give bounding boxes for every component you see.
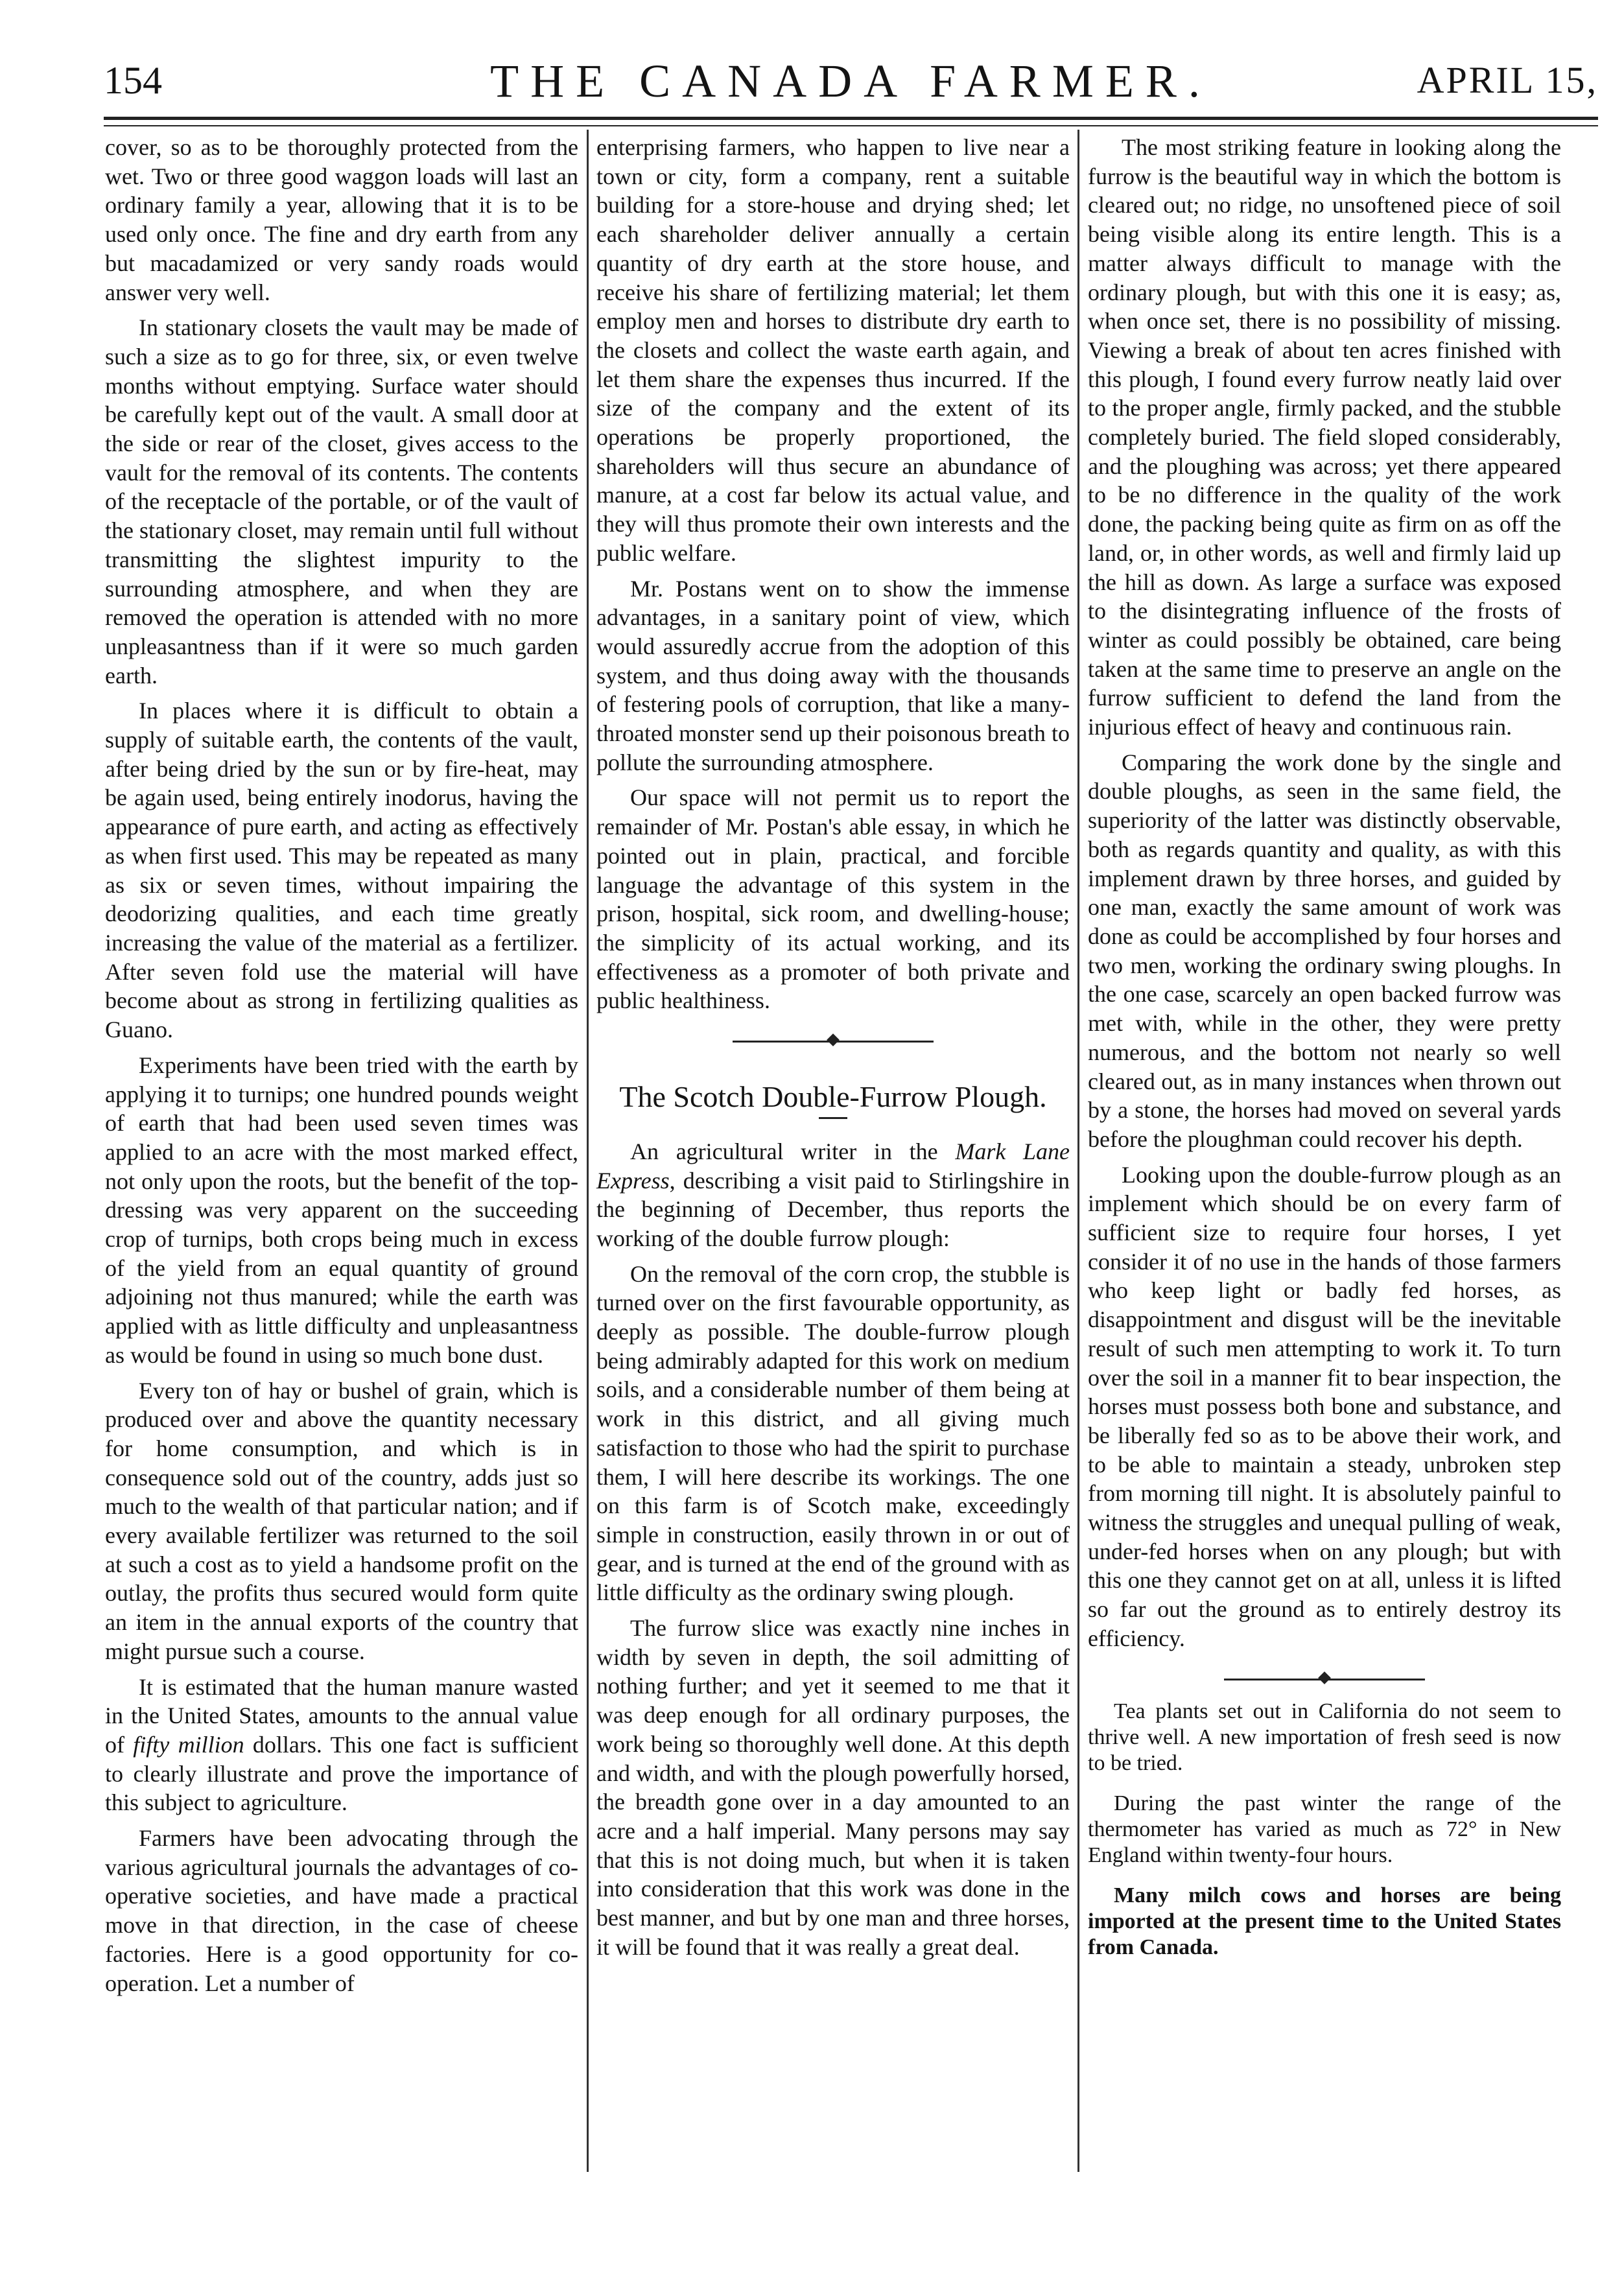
news-note: During the past winter the range of the thermometer has varied as much as 72° in New England within twenty-four hours. <box>1088 1791 1561 1867</box>
text-run: An agricultural writer in the <box>630 1138 956 1164</box>
column-2 <box>596 133 1070 1968</box>
title-dash <box>819 1117 847 1119</box>
emphasis-text: Mark Lane Express <box>596 1138 1070 1194</box>
text-run: , describing a visit paid to Stirlingshire in the beginning of December, thus reports the working of the double furrow plough: <box>596 1167 1070 1251</box>
paragraph: enterprising farmers, who happen to live near a town or city, form a company, rent a suitable building for a store-house and drying shed; let each shareholder deliver annually a certain quantity of dry earth at the store house, and receive his share of fertilizing material; let them employ men and horses to distribute dry earth to the closets and collect the waste earth again, and let them share the expenses thus incurred. If the size of the company and the extent of its operations be properly proportioned, the shareholders will thus secure an abundance of manure, at a cost far below its actual value, and they will thus promote their own interests and the public welfare. <box>596 134 1070 566</box>
paragraph: The furrow slice was exactly nine inches in width by seven in depth, the soil admitting of nothing further; and yet it seemed to me that it was deep enough for all ordinary purposes, the work being so thoroughly well done. At this depth and width, and with the plough powerfully horsed, the breadth gone over in a day amounted to an acre and a half imperial. Many persons may say that this is not doing much, but when it is taken into consideration that this work was done in the best manner, and but by one man and three horses, it will be found that it was really a great deal. <box>596 1615 1070 1960</box>
paragraph: Every ton of hay or bushel of grain, which is produced over and above the quantity necessary for home consumption, and which is in consequence sold out of the country, adds just so much to the wealth of that particular nation; and if every available fertilizer was returned to the soil at such a cost as to yield a handsome profit on the outlay, the profits thus secured would form quite an item in the annual exports of the country that might pursue such a course. <box>105 1377 578 1664</box>
notes-section <box>1088 1699 1561 1961</box>
paragraph: Our space will not permit us to report the remainder of Mr. Postan's able essay, in which he pointed out in plain, practical, and forcible language the advantage of this system in the prison, hospital, sick room, and dwelling-house; the simplicity of its actual working, and its effectiveness as a promoter of both private and public healthiness. <box>596 784 1070 1014</box>
section-separator <box>596 1022 1070 1061</box>
page-number: 154 <box>104 59 162 102</box>
emphasis-text: fifty million <box>133 1731 244 1758</box>
diamond-ornament-icon <box>1318 1671 1331 1684</box>
column-1 <box>105 133 578 2004</box>
diamond-ornament-icon <box>827 1033 840 1046</box>
header-rule <box>104 117 1598 120</box>
paragraph: In places where it is difficult to obtain a supply of suitable earth, the contents of the vault, after being dried by the sun or by fire-heat, may be again used, being entirely inodorus, having the appearance of pure earth, and acting as effectively as when first used. This may be repeated as many as six or seven times, without impairing the deodorizing qualities, and each time greatly increasing the value of the material as a fertilizer. After seven fold use the material will have become about as strong in fertilizing qualities as Guano. <box>105 698 578 1043</box>
paragraph: Mr. Postans went on to show the immense advantages, in a sanitary point of view, which would assuredly accrue from the adoption of this system, and thus doing away with the thousands of festering pools of corruption, that like a many-throated monster send up their poisonous breath to pollute the surrounding atmosphere. <box>596 575 1070 775</box>
paragraph: The most striking feature in looking along the furrow is the beautiful way in which the bottom is cleared out; no ridge, no unsoftened piece of soil being visible along its entire length. This is a matter always difficult to manage with the ordinary plough, but with this one it is easy; as, when once set, there is no possibility of missing. Viewing a break of about ten acres finished with this plough, I found every furrow neatly laid over to the proper angle, firmly packed, and the stubble completely buried. The field sloped considerably, and the ploughing was across; yet there appeared to be no difference in the quality of the work done, the packing being quite as firm on as off the land, or, in other words, as well and firmly laid up the hill as down. As large a surface was exposed to the disintegrating influence of the frosts of winter as could possibly be obtained, care being taken at the same time to preserve an angle on the furrow sufficient to defend the land from the injurious effect of heavy and continuous rain. <box>1088 134 1561 740</box>
issue-date: APRIL 15, <box>1417 59 1598 101</box>
paragraph: In stationary closets the vault may be made of such a size as to go for three, six, or even twelve months without emptying. Surface water should be carefully kept out of the vault. A small door at the side or rear of the closet, gives access to the vault for the removal of its contents. The contents of the receptacle of the portable, or of the vault of the stationary closet, may remain until full without transmitting the slightest impurity to the surrounding atmosphere, and when they are removed the operation is attended with no more unpleasantness than if it were so much garden earth. <box>105 314 578 689</box>
text-run: It is estimated that the human manure wasted in the United States, amounts to the annual value of <box>105 1673 578 1758</box>
header-rule-thin <box>104 125 1598 126</box>
paragraph: Comparing the work done by the single and double ploughs, as seen in the same field, the superiority of the latter was distinctly observable, both as regards quantity and quality, as with this implement drawn by three horses, and guided by one man, exactly the same amount of work was done as could be accomplished by four horses and two men, working the ordinary swing ploughs. In the one case, scarcely an open backed furrow was met with, while in the other, they were pretty numerous, and the bottom not nearly so well cleared out, as in many instances when thrown out by a stone, the horses had moved on several yards before the ploughman could recover his depth. <box>1088 749 1561 1152</box>
masthead-title: THE CANADA FARMER. <box>490 55 1212 107</box>
paragraph: cover, so as to be thoroughly protected from the wet. Two or three good waggon loads will last an ordinary family a year, allowing that it is to be used only once. The fine and dry earth from any but macadamized or very sandy roads would answer very well. <box>105 134 578 305</box>
text-run: dollars. This one fact is sufficient to clearly illustrate and prove the importance of this subject to agriculture. <box>105 1731 578 1816</box>
paragraph <box>596 1137 1070 1253</box>
paragraph: Experiments have been tried with the earth by applying it to turnips; one hundred pounds weight of earth that had been used seven times was applied to an acre with the most marked effect, not only upon the roots, but the benefit of the top-dressing was very apparent on the succeeding crop of turnips, both crops being much in excess of the yield from an equal quantity of ground adjoining not thus manured; while the earth was applied with as little difficulty and unpleasantness as would be found in using so much bone dust. <box>105 1052 578 1368</box>
paragraph: Looking upon the double-furrow plough as an implement which should be on every farm of sufficient size to require four horses, I yet consider it of no use in the hands of those farmers who keep light or badly fed horses, as disappointment and disgust will be the inevitable result of such men attempting to work it. To turn over the soil in a manner fit to bear inspection, the horses must possess both bone and substance, and be liberally fed so as to be above their work, and to be able to maintain a steady, unbroken step from morning till night. It is absolutely painful to witness the struggles and unequal pulling of weak, under-fed horses when on any plough; but with this one they cannot get on at all, unless it is lifted so far out the ground as to entirely destroy its efficiency. <box>1088 1161 1561 1651</box>
section-separator <box>1088 1660 1561 1699</box>
article-title: The Scotch Double-Furrow Plough. <box>619 1080 1047 1114</box>
column-3 <box>1088 133 1561 1975</box>
paragraph <box>105 1673 578 1818</box>
column-divider <box>587 130 589 2172</box>
news-note: Tea plants set out in California do not seem to thrive well. A new importation of fresh seed is now to be tried. <box>1088 1699 1561 1775</box>
column-divider <box>1077 130 1079 2172</box>
paragraph: Farmers have been advocating through the various agricultural journals the advantages of co-operative societies, and have made a practical move in that direction, in the case of cheese factories. Here is a good opportunity for co-operation. Let a number of <box>105 1825 578 1996</box>
news-note: Many milch cows and horses are being imported at the present time to the United States from Canada. <box>1088 1883 1561 1959</box>
paragraph: On the removal of the corn crop, the stubble is turned over on the first favourable opportunity, as deeply as possible. The double-furrow plough being admirably adapted for this work on medium soils, and a considerable number of them being at work in this district, and all giving much satisfaction to those who had the spirit to purchase them, I will here describe its workings. The one on this farm is of Scotch make, exceedingly simple in construction, easily thrown in or out of gear, and is turned at the end of the ground with as little difficulty as the ordinary swing plough. <box>596 1260 1070 1606</box>
page-header <box>104 44 1598 109</box>
